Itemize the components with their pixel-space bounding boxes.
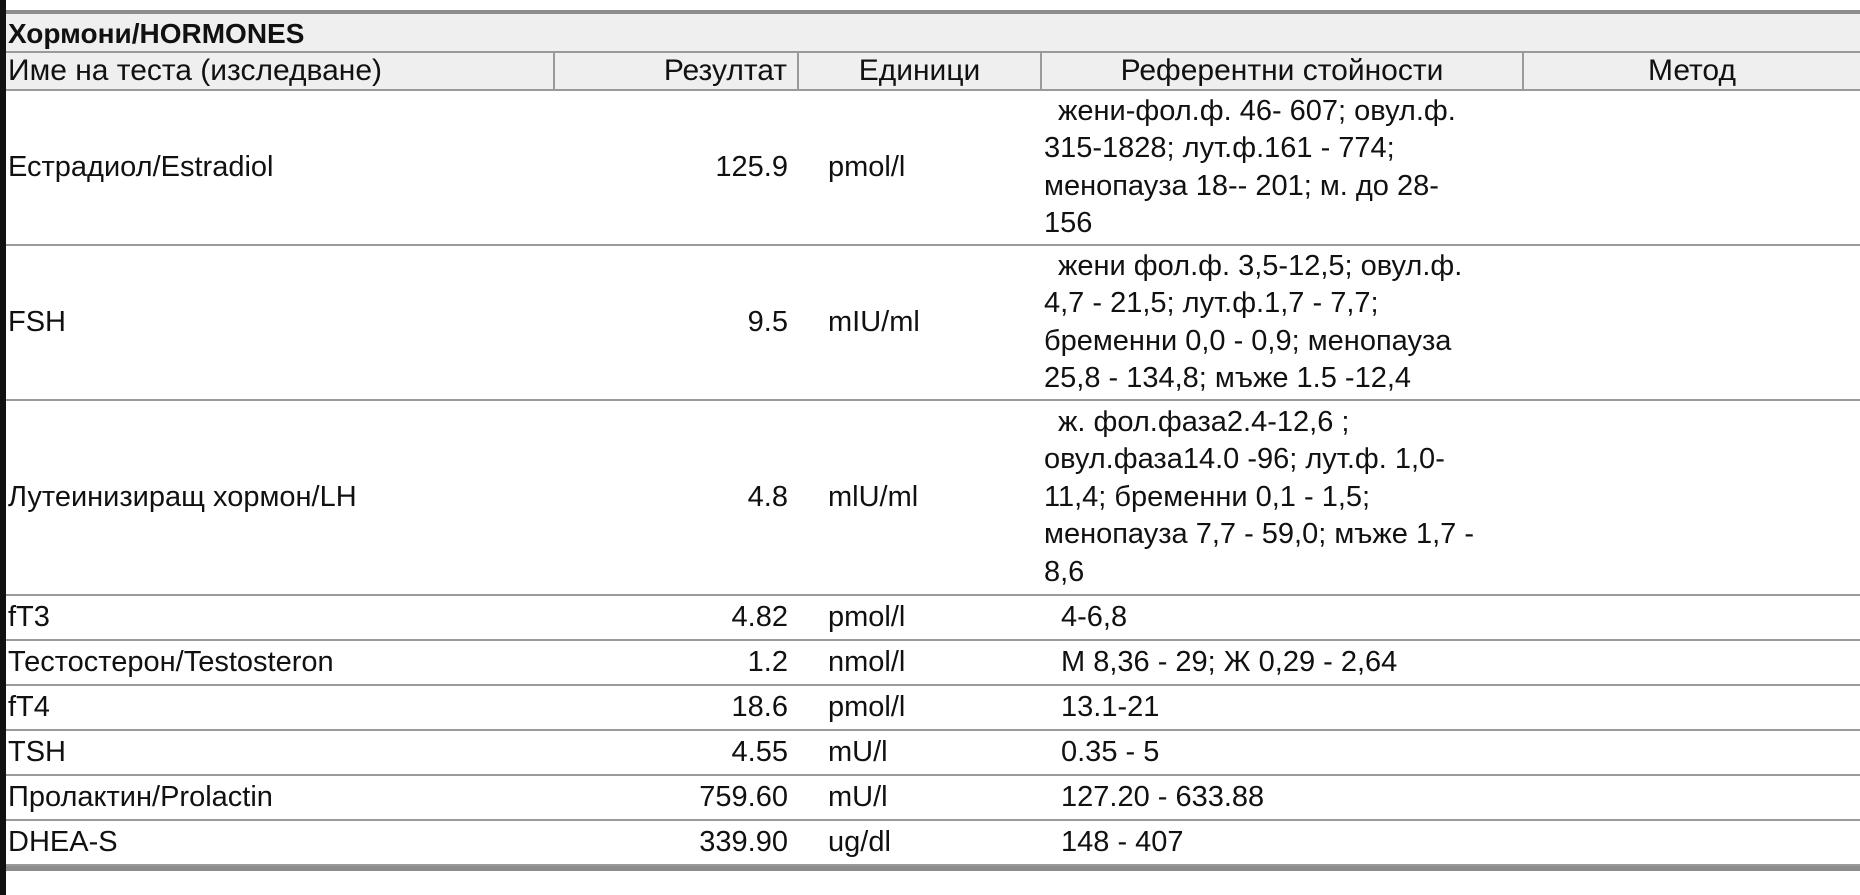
- test-name: fT3: [6, 595, 554, 640]
- test-unit: ug/dl: [798, 820, 1041, 865]
- table-row: [6, 400, 1860, 595]
- test-reference: 127.20 - 633.88: [1041, 775, 1523, 820]
- test-reference: [1041, 245, 1523, 400]
- test-reference: [1041, 400, 1523, 595]
- results-table: [6, 53, 1860, 866]
- reference-line: 11,4; бременни 0,1 - 1,5;: [1044, 480, 1371, 513]
- col-header-reference: Референтни стойности: [1041, 53, 1523, 90]
- table-row: [6, 640, 1860, 685]
- test-result: 4.8: [554, 400, 798, 595]
- test-method: [1523, 640, 1860, 685]
- test-unit: mU/l: [798, 730, 1041, 775]
- test-unit: mU/l: [798, 775, 1041, 820]
- test-method: [1523, 775, 1860, 820]
- section-title: Хормони/HORMONES: [6, 14, 1860, 53]
- reference-line: бременни 0,0 - 0,9; менопауза: [1044, 324, 1452, 357]
- test-unit: pmol/l: [798, 595, 1041, 640]
- col-header-name: Име на теста (изследване): [6, 53, 554, 90]
- table-row: [6, 820, 1860, 865]
- test-method: [1523, 820, 1860, 865]
- test-name: Лутеинизиращ хормон/LH: [6, 400, 554, 595]
- test-method: [1523, 685, 1860, 730]
- test-unit: nmol/l: [798, 640, 1041, 685]
- test-name: Тестостерон/Testosteron: [6, 640, 554, 685]
- test-method: [1523, 245, 1860, 400]
- test-name: Пролактин/Prolactin: [6, 775, 554, 820]
- reference-line: 25,8 - 134,8; мъже 1.5 -12,4: [1044, 362, 1412, 394]
- table-row: [6, 245, 1860, 400]
- test-name: Естрадиол/Estradiol: [6, 90, 554, 245]
- test-result: 18.6: [554, 685, 798, 730]
- reference-line: овул.фаза14.0 -96; лут.ф. 1,0-: [1044, 443, 1445, 476]
- reference-line: 8,6: [1044, 555, 1085, 588]
- test-result: 1.2: [554, 640, 798, 685]
- test-reference: 4-6,8: [1041, 595, 1523, 640]
- table-row: [6, 775, 1860, 820]
- test-reference: [1041, 90, 1523, 245]
- table-row: [6, 730, 1860, 775]
- reference-line: ж. фол.фаза2.4-12,6 ;: [1058, 405, 1350, 438]
- test-result: 125.9: [554, 90, 798, 245]
- test-result: 759.60: [554, 775, 798, 820]
- test-result: 4.82: [554, 595, 798, 640]
- test-unit: mlU/ml: [798, 400, 1041, 595]
- reference-line: менопауза 18-- 201; м. до 28-: [1044, 169, 1439, 202]
- table-row: [6, 685, 1860, 730]
- test-reference: М 8,36 - 29; Ж 0,29 - 2,64: [1041, 640, 1523, 685]
- reference-line: менопауза 7,7 - 59,0; мъже 1,7 -: [1044, 518, 1475, 551]
- test-method: [1523, 90, 1860, 245]
- test-unit: pmol/l: [798, 685, 1041, 730]
- test-result: 4.55: [554, 730, 798, 775]
- test-name: fT4: [6, 685, 554, 730]
- hormones-report: [6, 10, 1860, 871]
- test-reference: 13.1-21: [1041, 685, 1523, 730]
- test-name: TSH: [6, 730, 554, 775]
- test-reference: 0.35 - 5: [1041, 730, 1523, 775]
- col-header-method: Метод: [1523, 53, 1860, 90]
- test-method: [1523, 730, 1860, 775]
- test-method: [1523, 595, 1860, 640]
- reference-line: 4,7 - 21,5; лут.ф.1,7 - 7,7;: [1044, 287, 1379, 319]
- table-row: [6, 595, 1860, 640]
- col-header-result: Резултат: [554, 53, 798, 90]
- reference-line: жени-фол.ф. 46- 607; овул.ф.: [1058, 94, 1456, 127]
- reference-line: 315-1828; лут.ф.161 - 774;: [1044, 132, 1395, 164]
- test-name: FSH: [6, 245, 554, 400]
- header-row: [6, 53, 1860, 90]
- test-name: DHEA-S: [6, 820, 554, 865]
- test-result: 339.90: [554, 820, 798, 865]
- test-unit: mIU/ml: [798, 245, 1041, 400]
- test-result: 9.5: [554, 245, 798, 400]
- col-header-units: Единици: [798, 53, 1041, 90]
- bottom-border: [6, 866, 1860, 871]
- test-method: [1523, 400, 1860, 595]
- test-reference: 148 - 407: [1041, 820, 1523, 865]
- reference-line: 156: [1044, 207, 1093, 239]
- table-row: [6, 90, 1860, 245]
- reference-line: жени фол.ф. 3,5-12,5; овул.ф.: [1058, 249, 1463, 282]
- test-unit: pmol/l: [798, 90, 1041, 245]
